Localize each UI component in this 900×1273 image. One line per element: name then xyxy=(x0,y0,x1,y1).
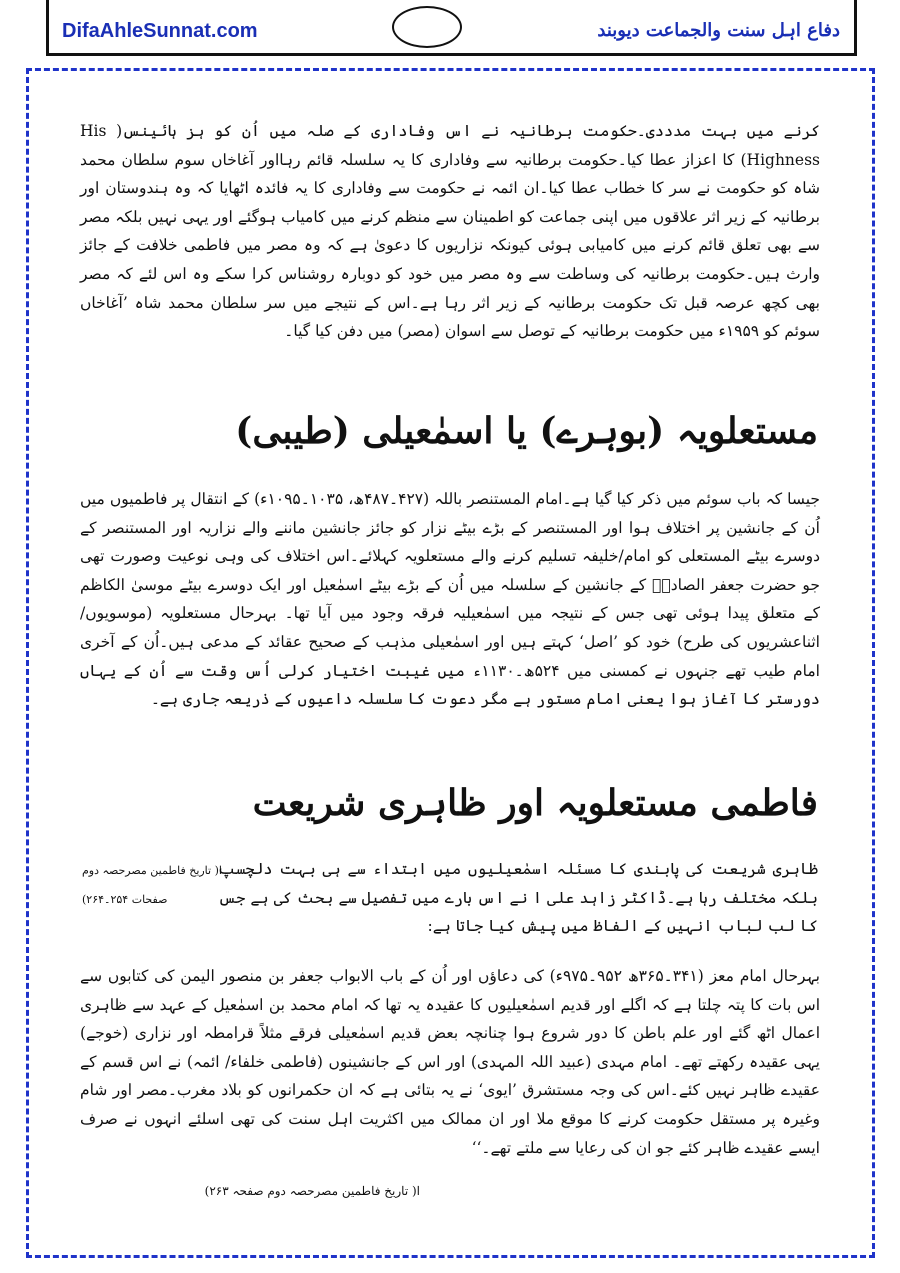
heading-mustaalawiya: مستعلویہ (بوہرے) یا اسمٰعیلی (طیبی) xyxy=(235,410,818,452)
section-mustaalawiya xyxy=(80,485,820,714)
heading-fatimi-shariat: فاطمی مستعلویہ اور ظاہری شریعت xyxy=(252,782,818,824)
section-quote xyxy=(80,962,820,1162)
section-shariat-intro xyxy=(218,855,818,941)
site-url[interactable]: DifaAhleSunnat.com xyxy=(62,20,258,42)
site-title: دفاع اہل سنت والجماعت دیوبند xyxy=(597,20,840,41)
footnote-ref-top: ا( تاریخ فاطمین مصرحصہ دوم xyxy=(82,864,222,877)
intro-paragraph: کرنے میں بہت مدددی۔حکومت برطانیہ نے اس وفاداری کے صلہ میں اُن کو ہز ہائینس( His Highness) کا اعزاز عطا کیا۔حکومت برطانیہ سے وفاداری کا یہ سلسلہ قائم رہااور آغاخاں سوم سلطان محمد شاہ کو حکومت نے سر کا خطاب عطا کیا۔ان ائمہ نے حکومت سے وفاداری کا یہ فائدہ اٹھایا کہ وہ ہندوستان اور برطانیہ کے زیر اثر علاقوں میں اپنی جماعت کو اطمینان سے منظم کرنے میں کامیاب ہوگئے اور یہی نہیں بلکہ مصر سے بھی تعلق قائم کرنے میں کامیابی ہوئی کیونکہ نزاریوں کا دعویٰ ہے کہ وہ مصر میں فاطمی خلافت کے جائز وارث ہیں۔حکومت برطانیہ کی وساطت سے وہ مصر میں خود کو دوبارہ روشناس کرا سکے وہ اس لئے کہ مصر بھی کچھ عرصہ قبل تک حکومت برطانیہ کے زیر اثر رہا ہے۔اس کے نتیجے میں سر سلطان محمد شاہ ’آغاخاں سوئم کو ۱۹۵۹ء میں حکومت برطانیہ کے توصل سے اسوان (مصر) میں دفن کیا گیا۔ xyxy=(80,122,820,341)
footnote-ref-pages: صفحات ۲۵۴۔۲۶۴) xyxy=(82,893,168,906)
shariat-intro-paragraph: ظاہری شریعت کی پابندی کا مسئلہ اسمٰعیلیوں میں ابتداء سے ہی بہت دلچسپ بلکہ مختلف رہا ہے۔ڈاکٹر زاہد علی ا نے اس بارے میں تفصیل سے بحث کی ہے جس کا لب لباب انہیں کے الفاظ میں پیش کیا جاتا ہے: xyxy=(218,860,818,936)
mustaalawiya-paragraph: جیسا کہ باب سوئم میں ذکر کیا گیا ہے۔امام المستنصر باللہ (۴۲۷۔۴۸۷ھ، ۱۰۳۵۔۱۰۹۵ء) کے انتقال پر فاطمیوں میں اُن کے جانشین پر اختلاف ہوا اور المستنصر کے بڑے بیٹے نزار کو جائز جانشین ماننے والے نزاریہ اور المستنصر کے دوسرے بیٹے المستعلی کو امام/خلیفہ تسلیم کرنے والے مستعلویہ کہلائے۔اس اختلاف کی وہی نوعیت وصورت تھی جو حضرت جعفر الصادقؒ کے جانشین کے سلسلہ میں اُن کے بڑے بیٹے اسمٰعیل اور ایک دوسرے بیٹے موسیٰ الکاظم کے متعلق پیدا ہوئی تھی جس کے نتیجہ میں اسمٰعیلیہ فرقہ وجود میں آیا تھا۔ بہرحال مستعلویہ (موسویوں/اثناعشریوں کی طرح) خود کو ’اصل‘ کہتے ہیں اور اسمٰعیلی مذہب کے صحیح عقائد کے مدعی ہیں۔اُن کے آخری امام طیب تھے جنہوں نے کمسنی میں ۵۲۴ھ۔۱۱۳۰ء میں غیبت اختیار کرلی اُس وقت سے اُن کے یہاں دورستر کا آغاز ہوا یعنی امام مستور ہے مگر دعوت کا سلسلہ داعیوں کے ذریعہ جاری ہے۔ xyxy=(80,490,820,709)
footnote-ref-quote: ا( تاریخ فاطمین مصرحصہ دوم صفحہ ۲۶۳) xyxy=(204,1184,420,1198)
quote-paragraph: بہرحال امام معز (۳۴۱۔۳۶۵ھ ۹۵۲۔۹۷۵ء) کی دعاؤں اور اُن کے باب الابواب جعفر بن منصور الیمن کی کتابوں سے اس بات کا پتہ چلتا ہے کہ اگلے اور قدیم اسمٰعیلیوں کا عقیدہ یہ تھا کہ امام محمد بن اسمٰعیل کے عہد سے ظاہری اعمال اٹھ گئے اور علم باطن کا دور شروع ہوا چنانچہ بعض قدیم اسمٰعیلی فرقے مثلاً قرامطہ اور نزاری (خوجے) یہی عقیدہ رکھتے تھے۔ امام مہدی (عبید اللہ المہدی) اور اس کے جانشینوں (فاطمی خلفاء/ ائمہ) نے اس قسم کے عقیدے ظاہر نہیں کئے۔اس کی وجہ مستشرق ’ایوی‘ نے یہ بتائی ہے کہ ان حکمرانوں کو بلاد مغرب۔مصر اور شام وغیرہ پر مستقل حکومت کرنے کا موقع ملا اور ان ممالک میں اکثریت اہل سنت کی تھی اسلئے انہوں نے صرف ایسے عقیدے ظاہر کئے جو ان کی رعایا سے ملتے تھے۔‘‘ xyxy=(80,967,820,1157)
section-intro xyxy=(80,117,820,346)
header-emblem-oval xyxy=(392,6,462,48)
